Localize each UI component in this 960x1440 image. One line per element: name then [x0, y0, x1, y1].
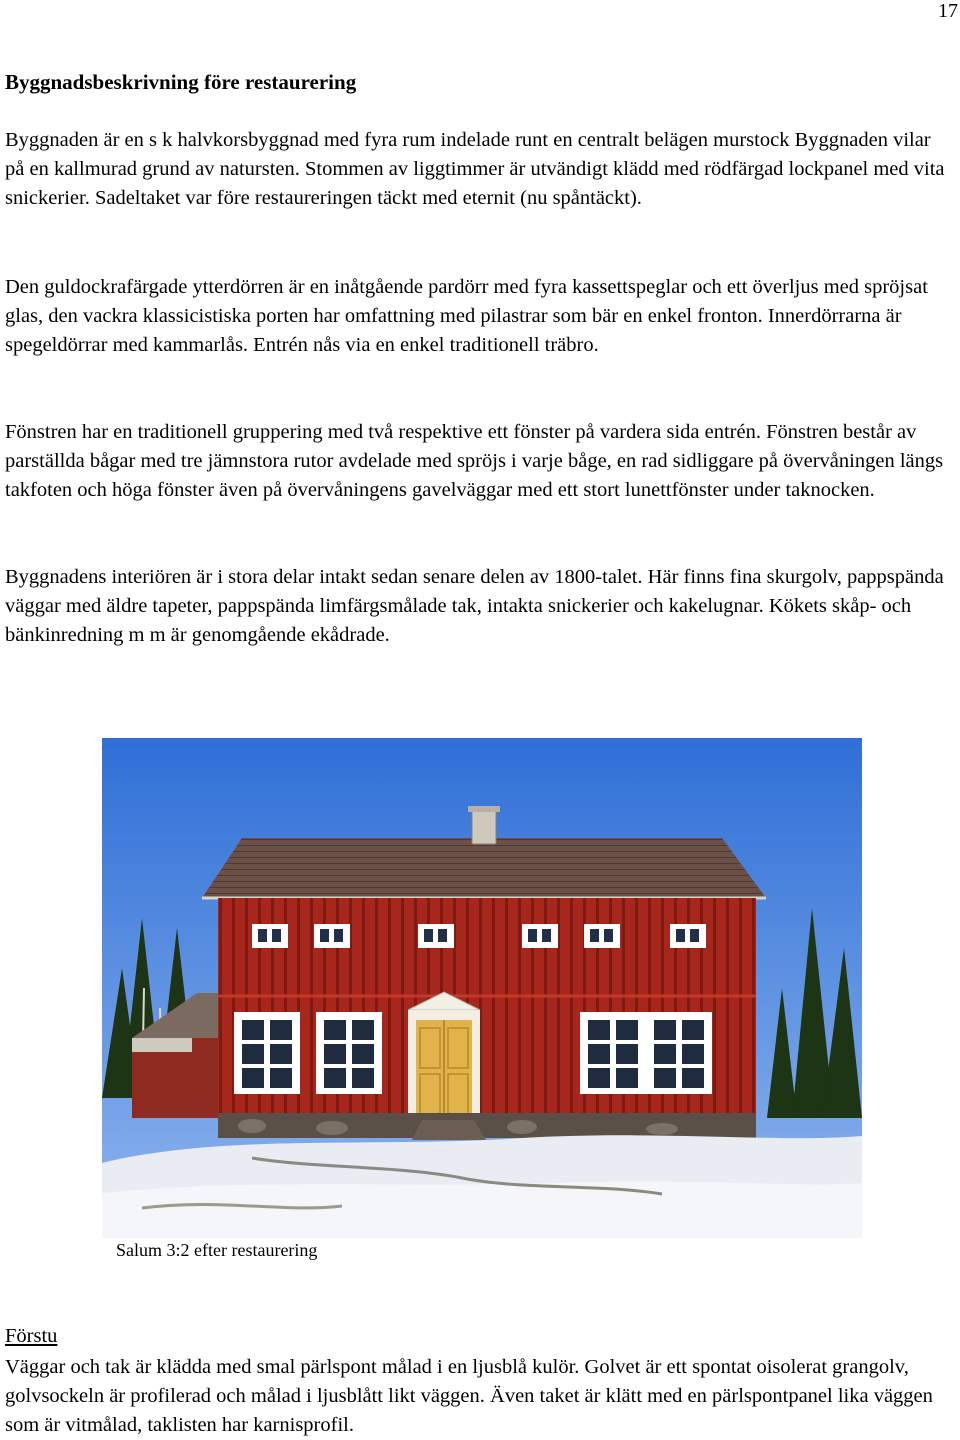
page-number: 17 — [938, 0, 958, 22]
paragraph-building-structure: Byggnaden är en s k halvkorsbyggnad med fyra rum indelade runt en centralt belägen murstock Byggnaden vilar på en kallmurad grund av natursten. Stommen av liggtimmer är utvändigt klädd med rödfärgad lockpanel med vita snickerier. Sadeltaket var före restaureringen täckt med eternit (nu spåntäckt). — [5, 129, 945, 209]
paragraph-entrance-door: Den guldockrafärgade ytterdörren är en inåtgående pardörr med fyra kassettspeglar och ett överljus med spröjsat glas, den vackra klassicistiska porten har omfattning med pilastrar som bär en enkel fronton. Innerdörrarna är spegeldörrar med kammarlås. Entrén nås via en enkel traditionell träbro. — [5, 276, 928, 356]
paragraph-forstu: Väggar och tak är klädda med smal pärlspont målad i en ljusblå kulör. Golvet är ett spontat oisolerat grangolv, golvsockeln är profilerad och målad i ljusblått likt väggen. Även taket är klätt med en pärlspontpanel lika väggen som är vitmålad, taklisten har karnisprofil. — [5, 1356, 933, 1436]
paragraph-windows: Fönstren har en traditionell gruppering med två respektive ett fönster på vardera sida entrén. Fönstren består av parställda bågar med tre jämnstora rutor avdelade med spröjs i varje båge, en rad sidliggare på övervåningen längs takfoten och höga fönster även på övervåningens gavelväggar med ett stort lunettfönster under taknocken. — [5, 421, 944, 501]
section-heading-forstu: Förstu — [5, 1325, 58, 1347]
house-photo — [102, 738, 862, 1238]
photo-caption: Salum 3:2 efter restaurering — [116, 1240, 318, 1260]
section-title: Byggnadsbeskrivning före restaurering — [5, 70, 357, 94]
paragraph-interior: Byggnadens interiören är i stora delar intakt sedan senare delen av 1800-talet. Här finns fina skurgolv, pappspända väggar med äldre tapeter, pappspända limfärgsmålade tak, intakta snickerier och kakelugnar. Kökets skåp- och bänkinredning m m är genomgående ekådrade. — [5, 566, 944, 646]
